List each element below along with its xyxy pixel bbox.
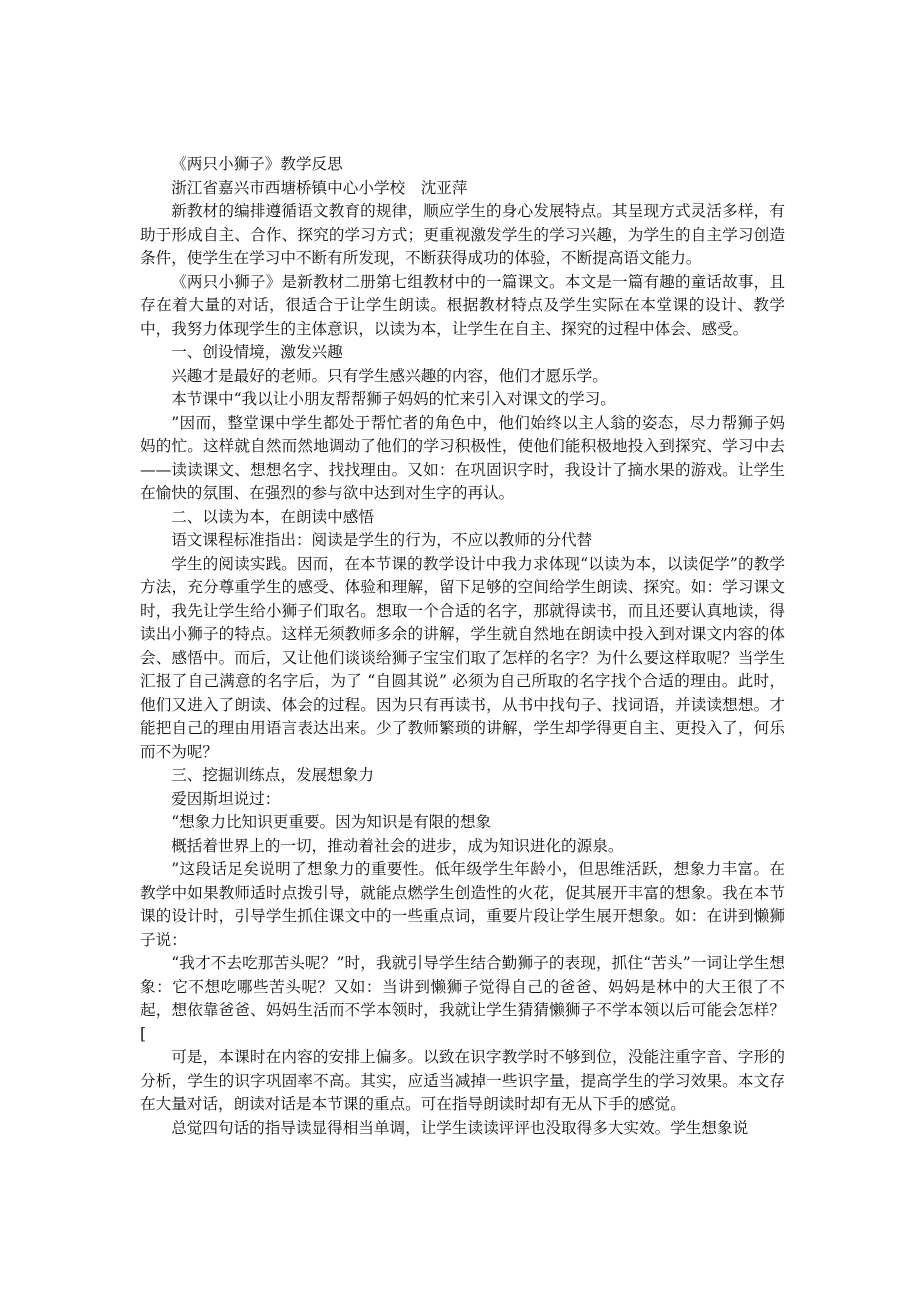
paragraph: “我才不去吃那苦头呢？”时，我就引导学生结合勤狮子的表现，抓住“苦头”一词让学生想象：它不想吃哪些苦头呢？又如：当讲到懒狮子觉得自己的爸爸、妈妈是林中的大王很了不起，想依靠爸爸、妈妈生活而不学本领时，我就让学生猜猜懒狮子不学本领以后可能会怎样？[ bbox=[140, 954, 785, 1043]
document-title: 《两只小狮子》教学反思 bbox=[171, 155, 343, 173]
paragraph: ”这段话足矣说明了想象力的重要性。低年级学生年龄小，但思维活跃，想象力丰富。在教学中如果教师适时点拨引导，就能点燃学生创造性的火花，促其展开丰富的想象。我在本节课的设计时，引导学生抓住课文中的一些重点词，重要片段让学生展开想象。如：在讲到懒狮子说： bbox=[140, 860, 785, 949]
paragraph: 新教材的编排遵循语文教育的规律，顺应学生的身心发展特点。其呈现方式灵活多样，有助于形成自主、合作、探究的学习方式；更重视激发学生的学习兴趣，为学生的自主学习创造条件，使学生在学习中不断有所发现，不断获得成功的体验，不断提高语文能力。 bbox=[140, 202, 785, 267]
section-heading: 二、以读为本，在朗读中感悟 bbox=[171, 507, 374, 526]
paragraph: 可是，本课时在内容的安排上偏多。以致在识字教学时不够到位，没能注重字音、字形的分析，学生的识字巩固率不高。其实，应适当减掉一些识字量，提高学生的学习效果。本文存在大量对话，朗读对话是本节课的重点。可在指导朗读时却有无从下手的感觉。 bbox=[140, 1048, 785, 1113]
paragraph: 爱因斯坦说过： bbox=[171, 789, 281, 808]
paragraph: 总觉四句话的指导读显得相当单调，让学生读读评评也没取得多大实效。学生想象说 bbox=[171, 1118, 749, 1137]
paragraph: ”因而，整堂课中学生都处于帮忙者的角色中，他们始终以主人翁的姿态，尽力帮狮子妈妈的忙。这样就自然而然地调动了他们的学习积极性，使他们能积极地投入到探究、学习中去——读读课文、想想名字、找找理由。又如：在巩固识字时，我设计了摘水果的游戏。让学生在愉快的氛围、在强烈的参与欲中达到对生字的再认。 bbox=[140, 413, 785, 502]
paragraph: 学生的阅读实践。因而，在本节课的教学设计中我力求体现“以读为本，以读促学”的教学方法，充分尊重学生的感受、体验和理解，留下足够的空间给学生朗读、探究。如：学习课文时，我先让学生给小狮子们取名。想取一个合适的名字，那就得读书，而且还要认真地读，得读出小狮子的特点。这样无须教师多余的讲解，学生就自然地在朗读中投入到对课文内容的体会、感悟中。而后，又让他们谈谈给狮子宝宝们取了怎样的名字？为什么要这样取呢？当学生汇报了自己满意的名字后，为了 “自圆其说” 必须为自己所取的名字找个合适的理由。此时，他们又进入了朗读、体会的过程。因为只有再读书，从书中找句子、找词语，并读读想想。才能把自己的理由用语言表达出来。少了教师繁琐的讲解，学生却学得更自主、更投入了，何乐而不为呢？ bbox=[140, 554, 785, 761]
paragraph: 概括着世界上的一切，推动着社会的进步，成为知识进化的源泉。 bbox=[171, 836, 624, 855]
paragraph: 本节课中“我以让小朋友帮帮狮子妈妈的忙来引入对课文的学习。 bbox=[171, 390, 616, 408]
paragraph: 语文课程标准指出：阅读是学生的行为，不应以教师的分代替 bbox=[171, 531, 593, 549]
document-page bbox=[140, 153, 785, 1140]
section-heading: 三、挖掘训练点，发展想象力 bbox=[171, 766, 374, 784]
paragraph: 《两只小狮子》是新教材二册第七组教材中的一篇课文。本文是一篇有趣的童话故事，且存在着大量的对话，很适合于让学生朗读。根据教材特点及学生实际在本堂课的设计、教学中，我努力体现学生的主体意识，以读为本，让学生在自主、探究的过程中体会、感受。 bbox=[140, 272, 785, 338]
paragraph: 兴趣才是最好的老师。只有学生感兴趣的内容，他们才愿乐学。 bbox=[171, 366, 608, 385]
section-heading: 一、创设情境，激发兴趣 bbox=[171, 343, 343, 361]
paragraph: “想象力比知识更重要。因为知识是有限的想象 bbox=[171, 813, 492, 831]
author-line: 浙江省嘉兴市西塘桥镇中心小学校 沈亚萍 bbox=[171, 178, 468, 197]
